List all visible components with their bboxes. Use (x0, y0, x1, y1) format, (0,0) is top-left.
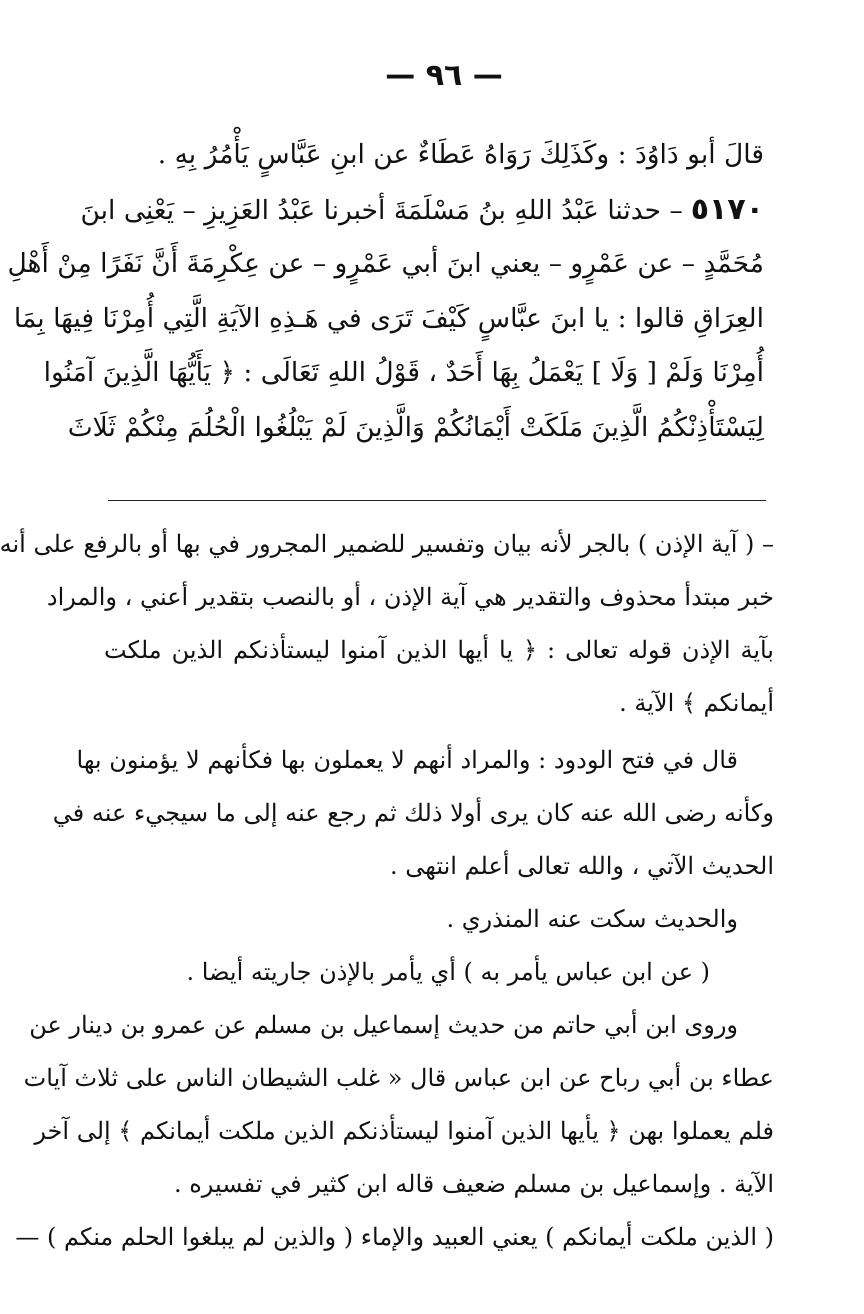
main-line-5: أُمِرْنَا وَلَمْ [ وَلَا ] يَعْمَلُ بِهَا أَحَدٌ ، قَوْلُ اللهِ تَعَالَى : ﴿ يَأَيُّهَا الَّذِينَ آمَنُوا (43, 357, 764, 388)
commentary-line-5: قال في فتح الودود : والمراد أنهم لا يعملون بها فكأنهم لا يؤمنون بها (76, 746, 738, 774)
commentary-line-1: – ( آية الإذن ) بالجر لأنه بيان وتفسير للضمير المجرور في بها أو بالرفع على أنه (0, 530, 774, 558)
commentary-line-12: فلم يعملوا بهن ﴿ يأيها الذين آمنوا ليستأذنكم الذين ملكت أيمانكم ﴾ إلى آخر (34, 1117, 774, 1145)
main-line-1: قالَ أبو دَاوُدَ : وكَذَلِكَ رَوَاهُ عَطَاءٌ عن ابنِ عَبَّاسٍ يَأْمُرُ بِهِ . (157, 139, 764, 170)
main-line-2 (80, 183, 764, 238)
page-number: — ٩٦ — (385, 58, 503, 93)
commentary-line-6: وكأنه رضى الله عنه كان يرى أولا ذلك ثم رجع عنه إلى ما سيجيء عنه في (52, 799, 774, 827)
commentary-line-4: أيمانكم ﴾ الآية . (619, 689, 774, 717)
commentary-text (0, 518, 774, 1264)
commentary-line-3: بآية الإذن قوله تعالى : ﴿ يا أيها الذين آمنوا ليستأذنكم الذين ملكت (104, 636, 774, 664)
hadith-number: ٥١٧٠ (690, 191, 764, 227)
commentary-line-10: وروى ابن أبي حاتم من حديث إسماعيل بن مسلم عن عمرو بن دينار عن (29, 1011, 738, 1039)
footnote-separator (108, 500, 766, 501)
main-line-6: لِيَسْتَأْذِنْكُمُ الَّذِينَ مَلَكَتْ أَيْمَانُكُمْ وَالَّذِينَ لَمْ يَبْلُغُوا الْحُلُمَ مِنْكُمْ ثَلَاثَ (67, 411, 764, 443)
hadith-text (7, 128, 764, 455)
commentary-line-2: خبر مبتدأ محذوف والتقدير هي آية الإذن ، أو بالنصب بتقدير أعني ، والمراد (46, 583, 774, 611)
commentary-line-7: الحديث الآتي ، والله تعالى أعلم انتهى . (390, 852, 774, 880)
commentary-line-13: الآية . وإسماعيل بن مسلم ضعيف قاله ابن كثير في تفسيره . (173, 1170, 774, 1198)
commentary-line-11: عطاء بن أبي رباح عن ابن عباس قال « غلب الشيطان الناس على ثلاث آيات (23, 1064, 774, 1092)
main-line-2-text: – حدثنا عَبْدُ اللهِ بنُ مَسْلَمَةَ أخبرنا عَبْدُ العَزِيزِ – يَعْنِى ابنَ (80, 194, 683, 226)
main-line-4: العِرَاقِ قالوا : يا ابنَ عبَّاسٍ كَيْفَ تَرَى في هَـذِهِ الآيَةِ الَّتِي أُمِرْنَا فِيهَا بِمَا (13, 302, 764, 334)
commentary-line-14: ( الذين ملكت أيمانكم ) يعني العبيد والإماء ( والذين لم يبلغوا الحلم منكم ) — (15, 1223, 774, 1251)
main-line-3: مُحَمَّدٍ – عن عَمْرٍو – يعني ابنَ أبي عَمْرٍو – عن عِكْرِمَةَ أَنَّ نَفَرًا مِنْ أَهْلِ (7, 248, 764, 279)
commentary-line-8: والحديث سكت عنه المنذري . (446, 905, 738, 933)
commentary-line-9: ( عن ابن عباس يأمر به ) أي يأمر بالإذن جاريته أيضا . (186, 958, 710, 986)
